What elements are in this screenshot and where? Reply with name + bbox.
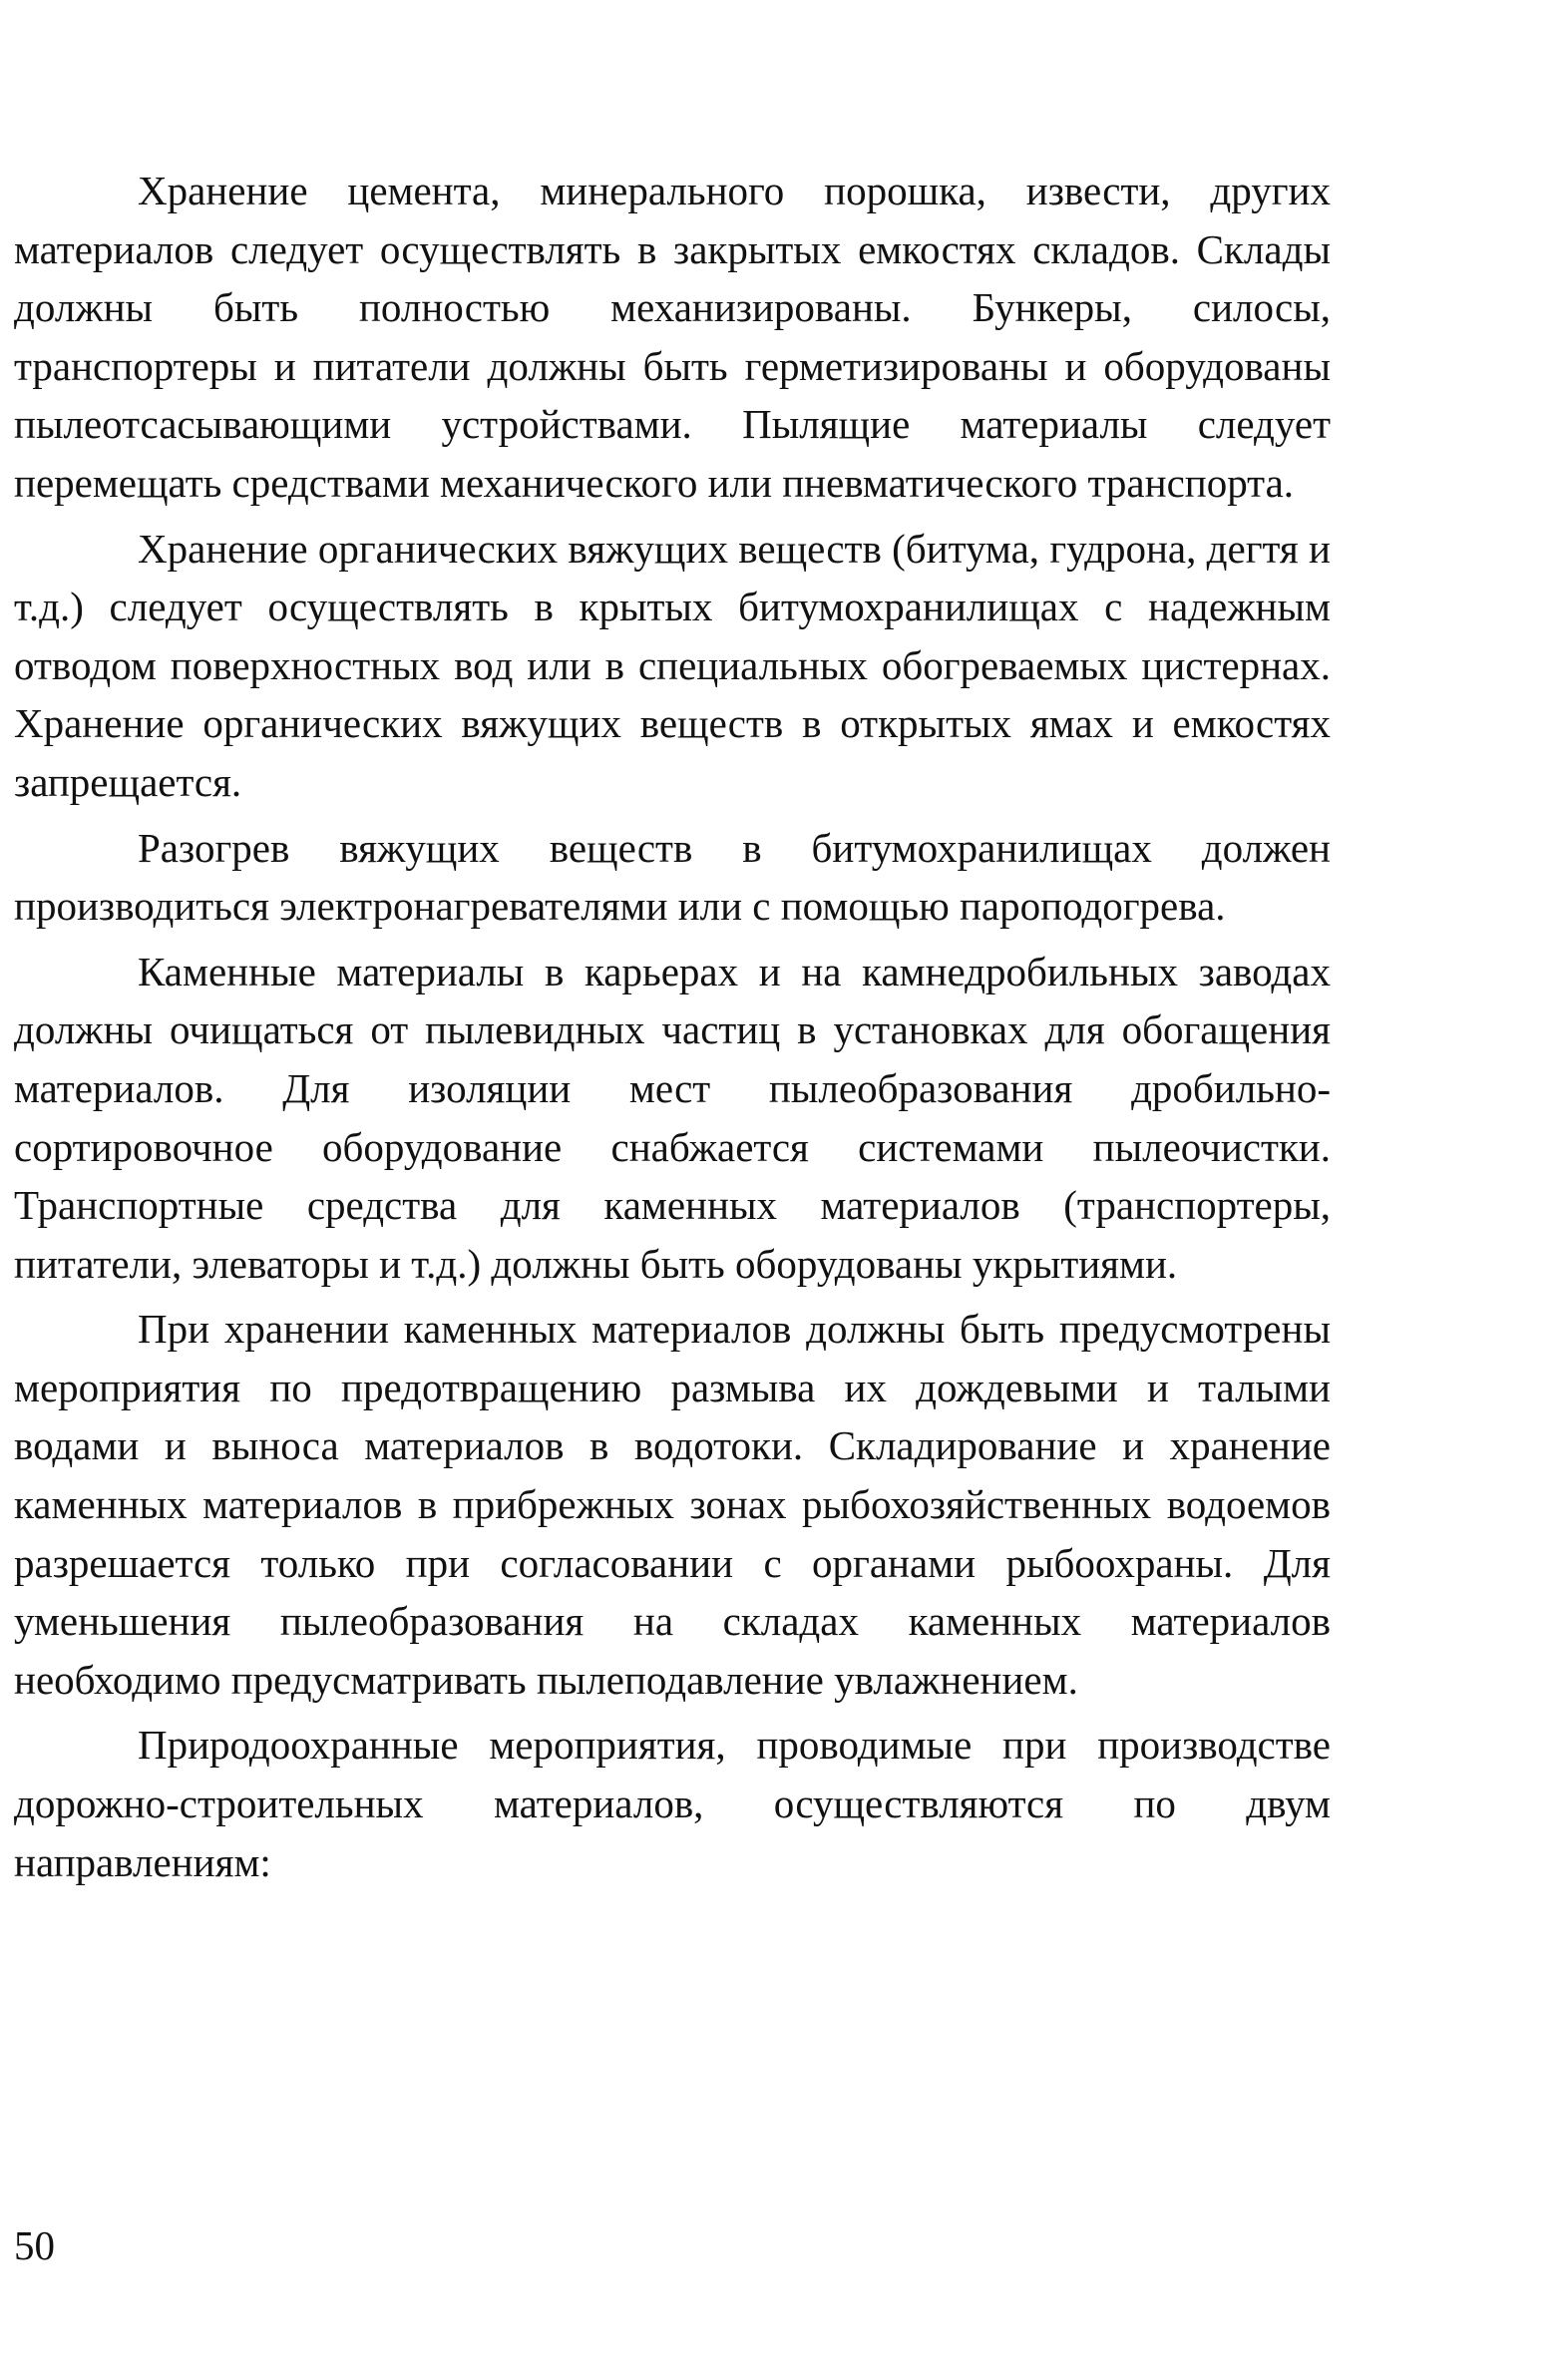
paragraph-environmental-measures: Природоохранные мероприятия, проводимые при производстве дорожно-строительных материалов, осуществляются по двум направлениям:	[14, 1722, 1331, 1885]
page-body-text	[14, 162, 1331, 1898]
paragraph-stone-storage: При хранении каменных материалов должны быть предусмотрены мероприятия по предотвращению размыва их дождевыми и талыми водами и выноса материалов в водотоки. Складирование и хранение каменных материалов в прибрежных зонах рыбохозяйственных водоемов разрешается только при согласовании с органами рыбоохраны. Для уменьшения пылеобразования на складах каменных материалов необходимо предусматривать пылеподавление увлажнением.	[14, 1306, 1331, 1703]
page-number: 50	[14, 2222, 55, 2268]
paragraph-binder-storage: Хранение органических вяжущих веществ (битума, гудрона, дегтя и т.д.) следует осуществлять в крытых битумохранилищах с надежным отводом поверхностных вод или в специальных обогреваемых цистернах. Хранение органических вяжущих веществ в открытых ямах и емкостях запрещается.	[14, 525, 1331, 805]
paragraph-cement-storage: Хранение цемента, минерального порошка, извести, других материалов следует осуществлять в закрытых емкостях складов. Склады должны быть полностью механизированы. Бункеры, силосы, транспортеры и питатели должны быть герметизированы и оборудованы пылеотсасывающими устройствами. Пылящие материалы следует перемещать средствами механического или пневматического транспорта.	[14, 168, 1331, 506]
paragraph-binder-heating: Разогрев вяжущих веществ в битумохранилищах должен производиться электронагревателями или с помощью пароподогрева.	[14, 824, 1331, 930]
paragraph-stone-cleaning: Каменные материалы в карьерах и на камнедробильных заводах должны очищаться от пылевидных частиц в установках для обогащения материалов. Для изоляции мест пылеобразования дробильно-сортировочное оборудование снабжается системами пылеочистки. Транспортные средства для каменных материалов (транспортеры, питатели, элеваторы и т.д.) должны быть оборудованы укрытиями.	[14, 948, 1331, 1287]
